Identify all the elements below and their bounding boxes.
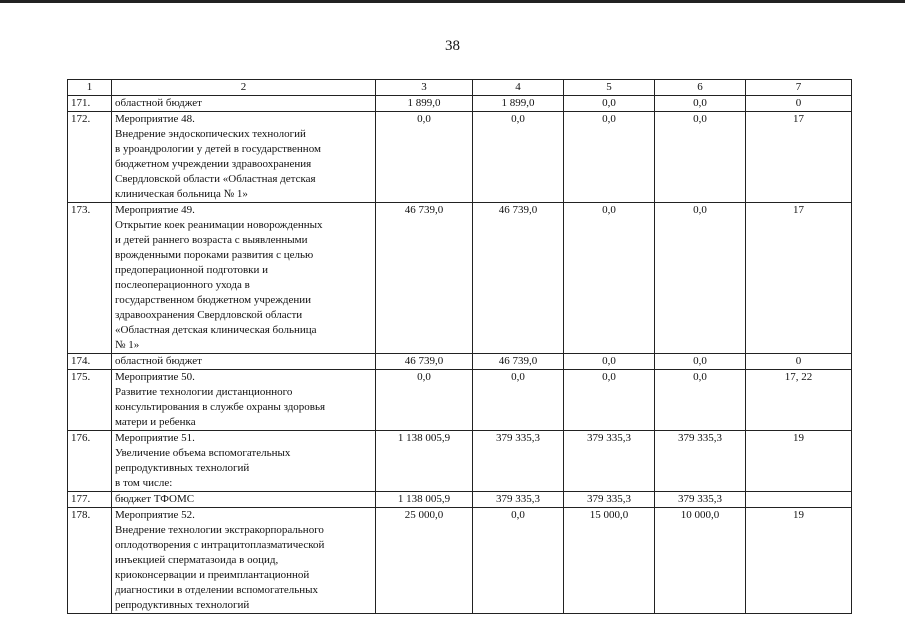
- description-line: Мероприятие 52.: [115, 509, 195, 521]
- description-line: в уроандрологии у детей в государственном: [115, 143, 321, 155]
- value-c3: 25 000,0: [376, 508, 473, 614]
- description-line: Мероприятие 48.: [115, 113, 195, 125]
- description-line: «Областная детская клиническая больница: [115, 324, 317, 336]
- row-description: [112, 431, 376, 492]
- row-number: 171.: [68, 96, 112, 112]
- table-row: [68, 508, 852, 614]
- description-line: Развитие технологии дистанционного: [115, 386, 293, 398]
- value-c6: 0,0: [655, 354, 746, 370]
- value-c5: 0,0: [564, 203, 655, 354]
- header-cell: 5: [564, 80, 655, 96]
- row-number: 175.: [68, 370, 112, 431]
- row-number: 177.: [68, 492, 112, 508]
- header-cell: 4: [473, 80, 564, 96]
- value-c7: 17, 22: [746, 370, 852, 431]
- description-line: предоперационной подготовки и: [115, 264, 269, 276]
- value-c3: 1 138 005,9: [376, 492, 473, 508]
- value-c5: 15 000,0: [564, 508, 655, 614]
- header-cell: 1: [68, 80, 112, 96]
- table-row: [68, 431, 852, 492]
- value-c3: 0,0: [376, 112, 473, 203]
- value-c5: 0,0: [564, 370, 655, 431]
- description-line: репродуктивных технологий: [115, 462, 250, 474]
- value-c5: 0,0: [564, 112, 655, 203]
- page-number: 38: [445, 38, 460, 54]
- value-c6: 0,0: [655, 370, 746, 431]
- description-line: диагностики в отделении вспомогательных: [115, 584, 319, 596]
- description-line: здравоохранения Свердловской области: [115, 309, 303, 321]
- header-cell: 6: [655, 80, 746, 96]
- row-description: [112, 508, 376, 614]
- value-c6: 0,0: [655, 203, 746, 354]
- value-c6: 10 000,0: [655, 508, 746, 614]
- description-line: и детей раннего возраста с выявленными: [115, 234, 308, 246]
- value-c5: 0,0: [564, 354, 655, 370]
- row-description: [112, 492, 376, 508]
- description-line: клиническая больница № 1»: [115, 188, 248, 200]
- value-c7: 0: [746, 354, 852, 370]
- value-c6: 0,0: [655, 112, 746, 203]
- table-row: [68, 112, 852, 203]
- description-line: Внедрение технологии экстракорпорального: [115, 524, 324, 536]
- value-c5: 379 335,3: [564, 431, 655, 492]
- budget-table: [67, 79, 852, 614]
- description-line: репродуктивных технологий: [115, 599, 250, 611]
- value-c6: 379 335,3: [655, 431, 746, 492]
- header-cell: 7: [746, 80, 852, 96]
- value-c4: 46 739,0: [473, 354, 564, 370]
- value-c4: 0,0: [473, 112, 564, 203]
- value-c4: 46 739,0: [473, 203, 564, 354]
- table-row: [68, 96, 852, 112]
- description-line: консультирования в службе охраны здоровья: [115, 401, 326, 413]
- header-cell: 2: [112, 80, 376, 96]
- value-c3: 1 899,0: [376, 96, 473, 112]
- row-description: [112, 112, 376, 203]
- description-line: Открытие коек реанимации новорожденных: [115, 219, 323, 231]
- value-c7: 19: [746, 508, 852, 614]
- row-number: 174.: [68, 354, 112, 370]
- table-row: [68, 370, 852, 431]
- description-line: областной бюджет: [115, 97, 202, 109]
- value-c3: 46 739,0: [376, 203, 473, 354]
- value-c4: 0,0: [473, 508, 564, 614]
- header-cell: 3: [376, 80, 473, 96]
- table-body: [68, 96, 852, 614]
- value-c7: [746, 492, 852, 508]
- description-line: Мероприятие 50.: [115, 371, 195, 383]
- value-c3: 46 739,0: [376, 354, 473, 370]
- row-description: [112, 354, 376, 370]
- table-row: [68, 203, 852, 354]
- description-line: врожденными пороками развития с целью: [115, 249, 314, 261]
- row-number: 178.: [68, 508, 112, 614]
- description-line: № 1»: [115, 339, 140, 351]
- row-description: [112, 96, 376, 112]
- value-c4: 379 335,3: [473, 492, 564, 508]
- description-line: бюджетном учреждении здравоохранения: [115, 158, 312, 170]
- value-c6: 0,0: [655, 96, 746, 112]
- description-line: матери и ребенка: [115, 416, 196, 428]
- description-line: Мероприятие 49.: [115, 204, 195, 216]
- row-number: 172.: [68, 112, 112, 203]
- description-line: криоконсервации и преимплантационной: [115, 569, 310, 581]
- value-c4: 379 335,3: [473, 431, 564, 492]
- table-row: [68, 354, 852, 370]
- row-number: 176.: [68, 431, 112, 492]
- description-line: Увеличение объема вспомогательных: [115, 447, 291, 459]
- header-row: [68, 80, 852, 96]
- value-c7: 0: [746, 96, 852, 112]
- value-c4: 1 899,0: [473, 96, 564, 112]
- description-line: бюджет ТФОМС: [115, 493, 195, 505]
- description-line: Внедрение эндоскопических технологий: [115, 128, 306, 140]
- value-c3: 0,0: [376, 370, 473, 431]
- top-border-line: [0, 0, 905, 3]
- description-line: оплодотворения с интрацитоплазматической: [115, 539, 325, 551]
- value-c5: 379 335,3: [564, 492, 655, 508]
- value-c7: 19: [746, 431, 852, 492]
- value-c6: 379 335,3: [655, 492, 746, 508]
- table-row: [68, 492, 852, 508]
- description-line: Свердловской области «Областная детская: [115, 173, 316, 185]
- value-c4: 0,0: [473, 370, 564, 431]
- description-line: областной бюджет: [115, 355, 202, 367]
- row-number: 173.: [68, 203, 112, 354]
- row-description: [112, 370, 376, 431]
- value-c7: 17: [746, 112, 852, 203]
- description-line: государственном бюджетном учреждении: [115, 294, 312, 306]
- value-c7: 17: [746, 203, 852, 354]
- value-c3: 1 138 005,9: [376, 431, 473, 492]
- description-line: послеоперационного ухода в: [115, 279, 250, 291]
- description-line: Мероприятие 51.: [115, 432, 195, 444]
- description-line: инъекцией сперматазоида в ооцид,: [115, 554, 279, 566]
- value-c5: 0,0: [564, 96, 655, 112]
- description-line: в том числе:: [115, 477, 173, 489]
- row-description: [112, 203, 376, 354]
